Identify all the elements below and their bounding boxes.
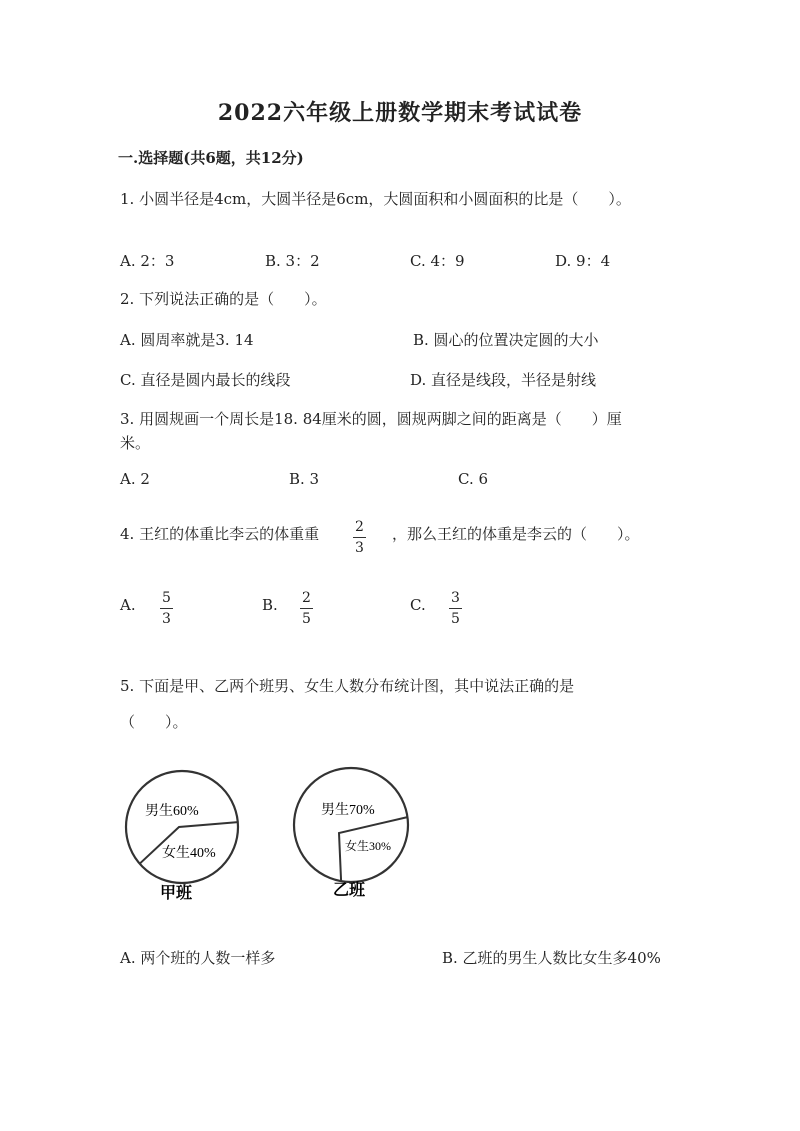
pie-girl-label: 女生40% [162,846,216,861]
fraction-numerator: 5 [162,590,171,606]
question-1-option-b: B. 3：2 [265,252,320,270]
fraction-denominator: 5 [451,611,460,627]
question-1-option-c: C. 4：9 [410,252,465,270]
pie-boy-label: 男生60% [145,804,199,819]
question-3-text-line-1: 3. 用圆规画一个周长是18. 84厘米的圆，圆规两脚之间的距离是（ ）厘 [120,410,622,428]
question-2-text: 2. 下列说法正确的是（ ）。 [120,290,327,308]
question-3-text-line-2: 米。 [120,434,151,452]
question-2-option-a: A. 圆周率就是3. 14 [120,331,254,349]
question-1-option-d: D. 9：4 [555,252,611,270]
question-4-option-b-fraction [300,587,313,626]
fraction-denominator: 3 [355,540,364,556]
page-title: 2022六年级上册数学期末考试试卷 [217,100,583,126]
fraction-denominator: 5 [302,611,311,627]
question-1-option-a: A. 2：3 [120,252,175,270]
pie-outline [294,768,408,882]
fraction-denominator: 3 [162,611,171,627]
question-4-suffix: ，那么王红的体重是李云的（ ）。 [392,525,640,543]
question-5-option-a: A. 两个班的人数一样多 [120,949,276,967]
question-2-option-c: C. 直径是圆内最长的线段 [120,371,291,389]
pie-chart-class-jia [118,765,248,905]
fraction-numerator: 2 [355,519,364,535]
question-5-text-line-2: （ ）。 [120,713,188,731]
fraction-numerator: 3 [451,590,460,606]
question-4-option-a-label: A. [120,596,136,614]
question-4-option-a-fraction [160,587,173,626]
question-4-option-c-fraction [449,587,462,626]
question-3-option-a: A. 2 [120,470,150,488]
question-4-fraction [353,516,366,555]
section-heading: 一.选择题(共6题，共12分) [118,149,304,167]
pie-chart-class-yi [290,765,420,905]
pie-girl-label: 女生30% [345,839,391,853]
question-3-option-c: C. 6 [458,470,489,488]
question-3-option-b: B. 3 [289,470,320,488]
question-1-text: 1. 小圆半径是4cm，大圆半径是6cm，大圆面积和小圆面积的比是（ ）。 [120,190,631,208]
question-5-option-b: B. 乙班的男生人数比女生多40% [442,949,661,967]
question-5-text-line-1: 5. 下面是甲、乙两个班男、女生人数分布统计图，其中说法正确的是 [120,677,575,695]
pie-class-name: 乙班 [333,882,366,899]
pie-boy-label: 男生70% [321,803,375,818]
question-4-option-c-label: C. [410,596,426,614]
pie-class-name: 甲班 [160,885,193,902]
question-2-option-d: D. 直径是线段，半径是射线 [410,371,597,389]
question-4-prefix: 4. 王红的体重比李云的体重重 [120,525,320,543]
question-2-option-b: B. 圆心的位置决定圆的大小 [413,331,599,349]
question-4-option-b-label: B. [262,596,278,614]
fraction-numerator: 2 [302,590,311,606]
